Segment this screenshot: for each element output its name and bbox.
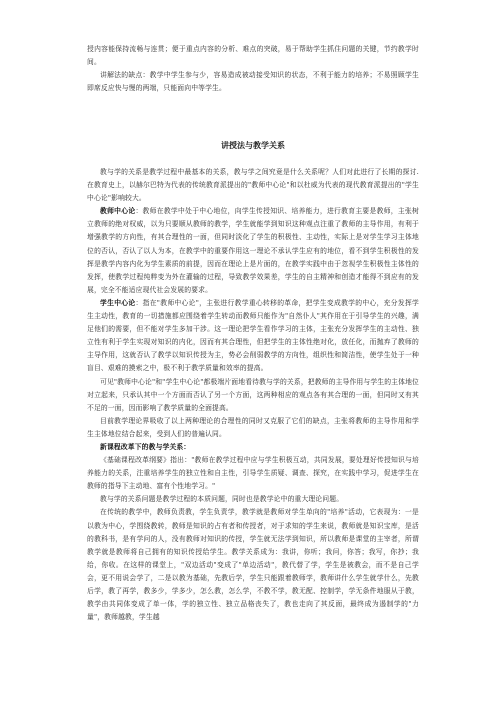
student-center-text: ：指在"教师中心论"，主张进行教学重心转移的革命，把学生变成教学的中心，充分发挥学生主动性，教育的一切措施都应围绕着学生转动而教师只能作为"自然仆人"其作用在于引导学生的兴趣，满足他们的需要，但不能对学生多加干涉。这一理论把学生看作学习的主体，主张充分发挥学生的主动性、独立性有利于学生实现对知识的内化，因而有其合理性，但把学生的主体性绝对化，放任化，而抛弃了教师的主导作用，这就否认了教学以知识传授为主，势必会削弱教学的方向性，组织性和简洁性，使学生处于一种盲目、艰难的摸索之中，极不利于教学质量和效率的提高。 (87, 298, 420, 373)
paragraph-outline-quote: 《基础课程改革纲要》指出："教师在教学过程中应与学生积极互动，共同发展，要处理好传授知识与培养能力的关系，注重培养学生的独立性和自主性，引导学生质疑、调查、探究，在实践中学习，促进学生在教师的指导下主动地、富有个性地学习。" (87, 456, 419, 491)
top-paragraphs (87, 43, 419, 95)
paragraph-lecture-advantage-tail: 授内容能保持流畅与连贯；便于重点内容的分析、难点的突破，易于帮助学生抓住问题的关键，节约教学时间。 (87, 45, 419, 67)
main-body (87, 166, 419, 624)
section-title: 讲授法与教学关系 (221, 140, 285, 150)
paragraph-traditional-teaching: 在传统的教学中，教师负责教，学生负责学，教学就是教师对学生单向的"培养"活动，它表现为：一是以教为中心，学围绕教转，教师是知识的占有者和传授者，对于求知的学生来说，教师就是知识宝库，是活的教科书，是有学问的人，没有教师对知识的传授，学生就无法学到知识，所以教师是课堂的主宰者，所谓教学就是教师将自己拥有的知识传授给学生。教学关系成为：我讲，你听；我问，你答；我写，你抄；我给，你收。在这样的课堂上，"双边活动"变成了"单边活动"，教代替了学，学生是被教会，而不是自己学会，更不用说会学了，二是以教为基础，先教后学，学生只能跟着教师学，教师讲什么学生就学什么，先教后学，教了再学，教多少，学多少，怎么教，怎么学，不教不学，教无配、控制学，学无条件地服从于教，教学由共同体变成了单一体，学的独立性、独立品格丧失了，教也走向了其反面，最终成为遏制学的"力量"，教师越教，学生越 (87, 508, 419, 622)
paragraph-intro: 教与学的关系是教学过程中最基本的关系，教与学之间究竟是什么关系呢？人们对此进行了长期的探讨.在教育史上，以赫尔巴特为代表的传统教育派提出的"教师中心论"和以杜威为代表的现代教育派提出的"学生中心论"影响较大。 (87, 168, 419, 203)
new-curriculum-heading (87, 441, 419, 454)
teacher-center-text: ：教师在教学中处于中心地位，向学生传授知识、培养能力，进行教育主要是教师，主张树立教师的绝对权威，以为只要顺从教师的教学，学生就能学到知识这种观点注重了教师的主导作用，有利于增强教学的方向性，有其合理性的一面，但同时淡化了学生的积极性、主动性，实际上是对学生学习主体地位的否认，否认了以人为本，在教学中的重要作用这一理论不承认学生应有的地位，看不到学生积极性的发挥是教学内容内化为学生素质的前提，因而在理论上是片面的，在教学实践中由于忽视学生积极性主体性的发挥，使教学过程纯粹变为外在灌输的过程，导致教学效果差，学生的自主精神和创造才能得不到应有的发展，完全不能适应现代社会发展的要求。 (87, 207, 420, 294)
paragraph-relation: 教与学的关系问题是教学过程的本质问题，同时也是教学论中的重大理论问题。 (100, 495, 344, 504)
paragraph-teacher-center (87, 205, 419, 297)
paragraph-both-views: 可见"教师中心论"和"学生中心论"都极端片面地看待教与学的关系，把教师的主导作用与学生的主体地位对立起来，只承认其中一个方面而否认了另一个方面，这两种相应的观点各有其合理的一面，但同时又有其不足的一面，因而影响了教学质量的全面提高。 (87, 377, 419, 412)
student-center-label: 学生中心论 (100, 298, 136, 307)
new-curriculum-heading-text: 新课程改革下的教与学关系： (100, 442, 191, 451)
paragraph-student-center (87, 297, 419, 376)
teacher-center-label: 教师中心论 (100, 207, 136, 216)
paragraph-lecture-disadvantage: 讲解法的缺点：教学中学生参与少，容易造成被动接受知识的状态，不利于能力的培养；不易照顾学生即席反应快与慢的两端，只能面向中等学生。 (87, 71, 419, 93)
paragraph-current-view: 目前教学理论界吸收了以上两种理论的合理性的同时又克服了它们的缺点，主张将教师的主导作用和学生主体地位结合起来，受到人们的普遍认同。 (87, 416, 419, 438)
